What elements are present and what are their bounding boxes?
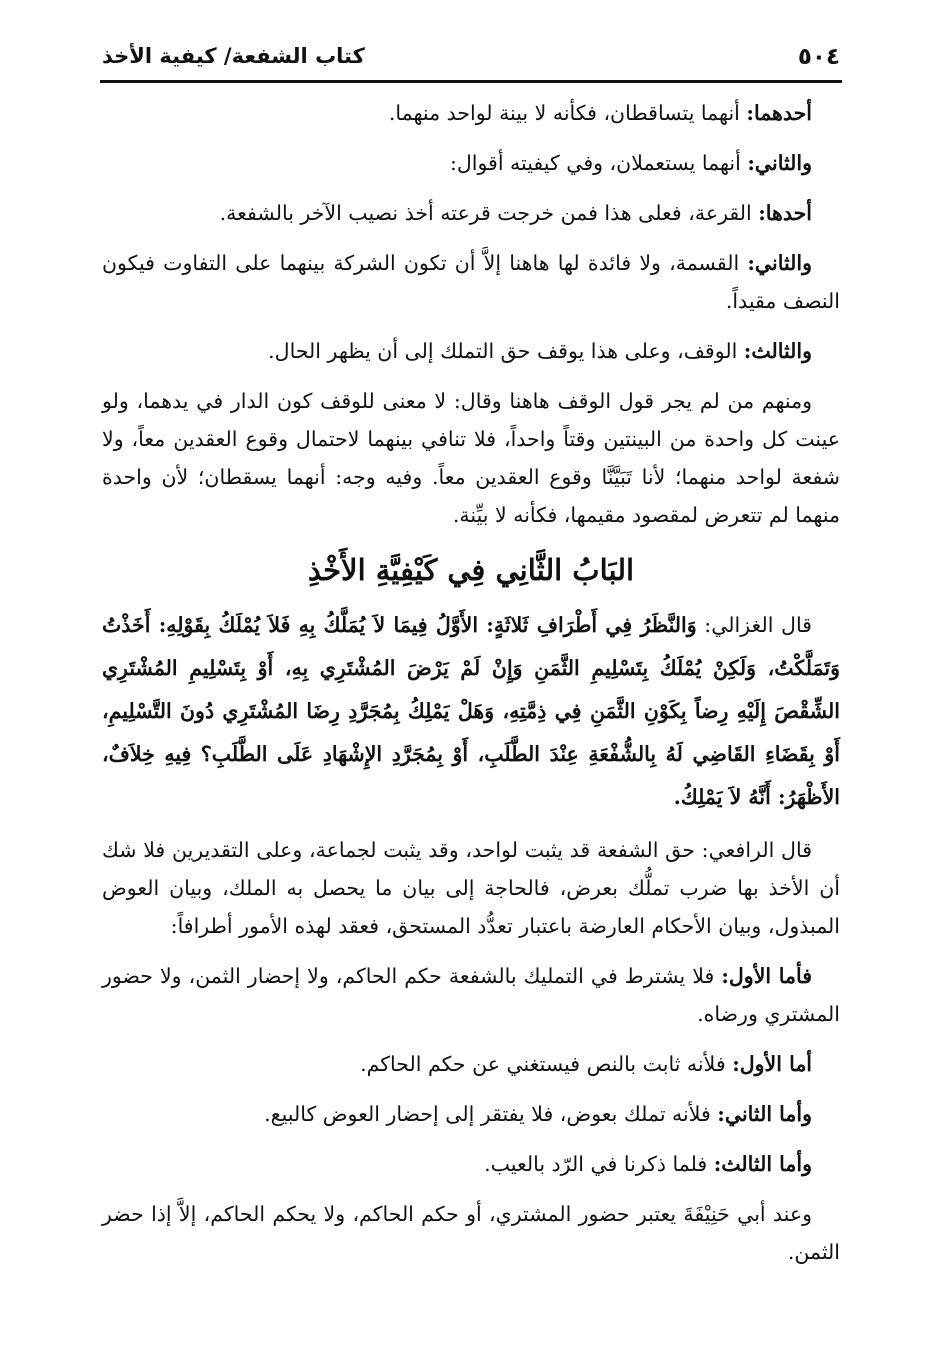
paragraph-second-view	[102, 144, 840, 182]
paragraph-text: قال الرافعي: حق الشفعة قد يثبت لواحد، وقد يثبت لجماعة، وعلى التقديرين فلا شك أن الأخذ بها ضرب تملُّك بعرض، فالحاجة إلى بيان ما يحصل به الملك، وبيان العوض المبذول، وبيان الأحكام العارضة باعتبار تعدُّد المستحق، فعقد لهذه الأمور أطرافاً:	[102, 838, 840, 938]
paragraph-lead: وأما الثاني:	[717, 1102, 812, 1126]
paragraph-lead: أما الأول:	[732, 1052, 812, 1076]
paragraph-first-view	[102, 94, 840, 132]
paragraph-text: القسمة، ولا فائدة لها هاهنا إلاَّ أن تكون الشركة بينهما على التفاوت فيكون النصف مقيداً.	[102, 251, 840, 313]
commentary-first-reason	[102, 1045, 840, 1083]
page-number: ٥٠٤	[797, 44, 840, 70]
paragraph-text: فلأنه تملك بعوض، فلا يفتقر إلى إحضار العوض كالبيع.	[264, 1102, 718, 1126]
matn-paragraph	[102, 604, 840, 819]
paragraph-text: ومنهم من لم يجر قول الوقف هاهنا وقال: لا معنى للوقف كون الدار في يدهما، ولو عينت كل واحدة من البينتين وقتاً واحداً، فلا تنافي بينهما لاحتمال وقوع العقدين معاً، ولا شفعة لواحد منهما؛ لأنا تَبَيَّنَّا وقوع العقدين معاً. وفيه وجه: أنهما يسقطان؛ لأن واحدة منهما لم تتعرض لمقصود مقيمها، فكأنه لا بيِّنة.	[102, 389, 840, 527]
paragraph-text: القرعة، فعلى هذا فمن خرجت قرعته أخذ نصيب الآخر بالشفعة.	[219, 201, 759, 225]
paragraph-lead: فأما الأول:	[721, 964, 812, 988]
paragraph-lead: والثالث:	[743, 339, 812, 363]
running-title: كتاب الشفعة/ كيفية الأخذ	[102, 44, 365, 68]
commentary-first-part	[102, 957, 840, 1033]
matn-text: وَالنَّظَرُ فِي أَطْرَافِ ثَلاثَةٍ: الأَوَّلُ فِيمَا لاَ يُمَلَّكُ بِهِ فَلاَ يُمْلَكُ بِقَوْلِهِ: أَخَذْتُ وَتَمَلَّكْتُ، وَلَكِنْ يُمْلَكُ بِتَسْلِيمِ الثَّمَنِ وَإِنْ لَمْ يَرْضَ المُشْتَرِي بِهِ، أَوْ بِتَسْلِيمِ المُشْتَرِي الشِّقْصَ إِلَيْهِ رِضاً بِكَوْنِ الثَّمَنِ فِي ذِمَّتِهِ، وَهَلْ يَمْلِكُ بِمُجَرَّدِ رِضَا المُشْتَرِي دُونَ التَّسْلِيمِ، أَوْ بِقَضَاءِ القَاضِي لَهُ بِالشُّفْعَةِ عِنْدَ الطَّلَبِ، أَوْ بِمُجَرَّدِ الإِشْهَادِ عَلَى الطَّلَبِ؟ فِيهِ خِلاَفٌ، الأَظْهَرُ: أَنَّهُ لاَ يَمْلِكُ.	[102, 613, 840, 809]
header-rule	[100, 80, 842, 83]
paragraph-text: الوقف، وعلى هذا يوقف حق التملك إلى أن يظهر الحال.	[268, 339, 744, 363]
paragraph-text: فلأنه ثابت بالنص فيستغني عن حكم الحاكم.	[360, 1052, 733, 1076]
page-header	[102, 40, 840, 78]
commentary-third-reason	[102, 1145, 840, 1183]
paragraph-lead: والثاني:	[747, 151, 812, 175]
page-body	[102, 94, 840, 1283]
paragraph-opinion-division	[102, 244, 840, 320]
commentary-second-reason	[102, 1095, 840, 1133]
paragraph-text: فلما ذكرنا في الرّد بالعيب.	[484, 1152, 714, 1176]
paragraph-lead: أحدهما:	[746, 101, 812, 125]
paragraph-text: وعند أبي حَنِيْفَةَ يعتبر حضور المشتري، أو حكم الحاكم، ولا يحكم الحاكم، إلاَّ إذا حضر الثمن.	[102, 1202, 840, 1264]
paragraph-opinion-suspension	[102, 332, 840, 370]
matn-intro: قال الغزالي:	[696, 613, 812, 637]
paragraph-lead: وأما الثالث:	[713, 1152, 812, 1176]
paragraph-lead: أحدها:	[758, 201, 812, 225]
paragraph-text: فلا يشترط في التمليك بالشفعة حكم الحاكم، ولا إحضار الثمن، ولا حضور المشتري ورضاه.	[102, 964, 840, 1026]
paragraph-text: أنهما يتساقطان، فكأنه لا بينة لواحد منهما.	[388, 101, 747, 125]
paragraph-discussion	[102, 382, 840, 534]
chapter-title: البَابُ الثَّانِي فِي كَيْفِيَّةِ الأَخْذِ	[307, 553, 635, 587]
paragraph-lead: والثاني:	[747, 251, 812, 275]
paragraph-text: أنهما يستعملان، وفي كيفيته أقوال:	[449, 151, 748, 175]
commentary-abu-hanifa	[102, 1195, 840, 1271]
paragraph-opinion-lottery	[102, 194, 840, 232]
commentary-intro	[102, 831, 840, 945]
